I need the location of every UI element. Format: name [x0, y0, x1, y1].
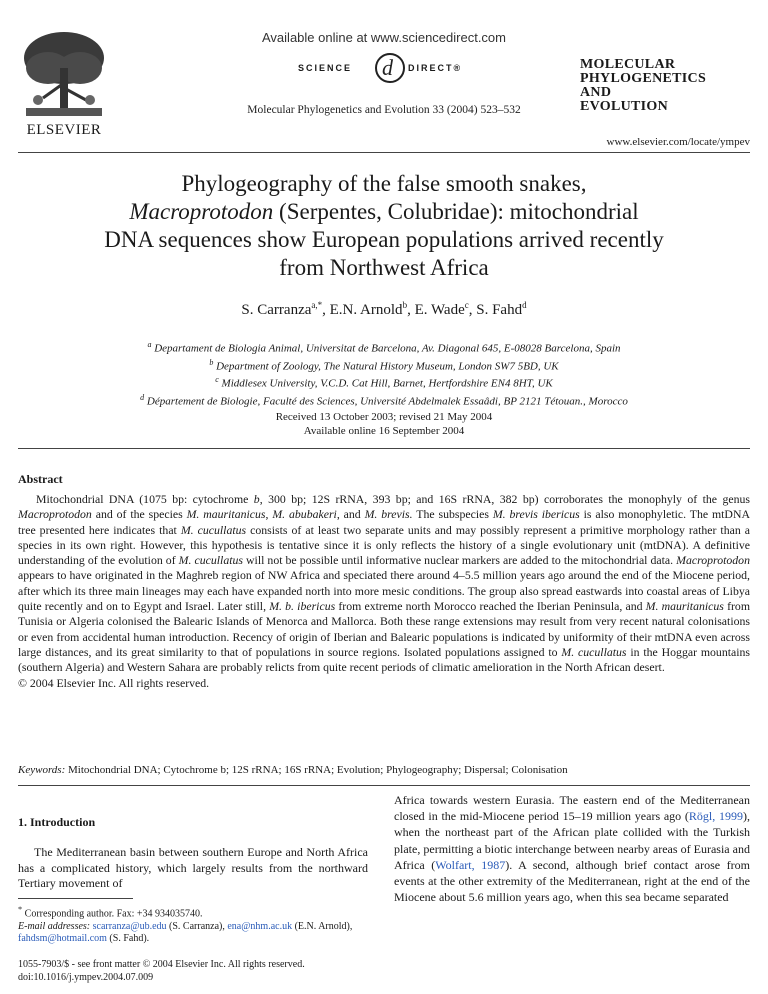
title-line: DNA sequences show European populations arrived recently: [104, 227, 664, 252]
affiliation: $^a$ Departament de Biologia Animal, Universitat de Barcelona, Av. Diagonal 645, E-08028 Barcelona, Spain: [147, 340, 621, 355]
article-title: [60, 170, 708, 282]
author-affiliation-mark[interactable]: d: [522, 300, 527, 310]
title-line: from Northwest Africa: [279, 255, 489, 280]
keywords-label: Keywords:: [18, 764, 66, 776]
title-genus: Macroprotodon: [129, 199, 274, 224]
author-name: , E. Wade: [407, 302, 465, 318]
affiliations: [40, 338, 728, 409]
article-dates: [0, 410, 768, 438]
author-affiliation-mark[interactable]: b: [402, 300, 408, 310]
journal-name: [580, 58, 750, 114]
author-name: , E.N. Arnold: [322, 302, 403, 318]
header-divider: [18, 152, 750, 153]
author-list: [0, 300, 768, 319]
affiliation: $^b$ Department of Zoology, The Natural History Museum, London SW7 5BD, UK: [209, 357, 559, 373]
author-name: , S. Fahd: [468, 302, 523, 318]
doi: doi:10.1016/j.ympev.2004.07.009: [18, 972, 154, 983]
journal-name-line: MOLECULAR: [580, 57, 676, 72]
journal-citation: Molecular Phylogenetics and Evolution 33 (2004) 523–532: [247, 104, 521, 116]
received-date: Received 13 October 2003; revised 21 May 2004: [275, 411, 493, 423]
author-name: S. Carranza: [241, 302, 312, 318]
journal-name-line: EVOLUTION: [580, 99, 668, 114]
email-link[interactable]: ena@nhm.ac.uk: [227, 920, 293, 932]
citation-link[interactable]: Wolfart, 1987: [435, 857, 506, 872]
abstract-copyright: © 2004 Elsevier Inc. All rights reserved.: [18, 675, 210, 690]
sciencedirect-right-word: DIRECT®: [408, 63, 463, 73]
author-affiliation-mark[interactable]: c: [464, 300, 469, 310]
svg-text:d: d: [382, 55, 393, 80]
affiliation: $^d$ Département de Biologie, Faculté des Sciences, Université Abdelmalek Essaâdi, BP 2121 Tétouan., Morocco: [140, 392, 628, 408]
title-text: (Serpentes, Colubridae): mitochondrial: [273, 199, 639, 224]
intro-paragraph-left: The Mediterranean basin between southern Europe and North Africa has a complicated history, which largely results from the northward Tertiary movement of: [18, 845, 368, 891]
abstract-text: Mitochondrial DNA (1075 bp: cytochrome b, 300 bp; 12S rRNA, 393 bp; and 16S rRNA, 382 bp) corroborates the monophyly of the genus Macroprotodon and of the species M. mauritanicus, M. abubakeri, and M. brevis. The subspecies M. brevis ibericus is also monophyletic. The mtDNA tree presented here indicates that M. cucullatus consists of at least two separate units and may possibly represent a primitive morphology rather than a species in its own right. However, this hypothesis is tentative since it is only reflects the history of a single evolutionary unit (mtDNA). A definitive understanding of the evolution of M. cucullatus will not be possible until informative nuclear markers are added to the mitochondrial data. Macroprotodon appears to have originated in the Maghreb region of NW Africa and speciated there around 4–5.5 million years ago around the end of the Miocene period, after which its three main lineages may each have expanded north into more mesic conditions. The group also spread eastwards into coastal areas of Libya quite recently and on to Egypt and Israel. Later still, M. b. ibericus from extreme north Morocco reached the Iberian Peninsula, and M. mauritanicus from Tunisia or Algeria colonised the Balearic Islands of Menorca and Mallorca. Both these range extensions may result from very recent natural colonisations or even from accidental human introduction. Recency of origin of Iberian and Balearic populations is indicated by uniformity of their mtDNA even across large distances, and its great similarity to that of populations in source regions. Isolated populations assigned to M. cucullatus in the Hoggar mountains (southern Algeria) and Western Sahara are probably relicts from quite recent periods of climatic amelioration in the North African desert. © 2004 Elsevier Inc. All rights reserved.: [18, 492, 750, 690]
author-affiliation-mark[interactable]: a,*: [311, 300, 323, 310]
corresponding-author-footnote: * Corresponding author. Fax: +34 934035740. E-mail addresses: scarranza@ub.edu (S. Carranza), ena@nhm.ac.uk (E.N. Arnold), fahdsm@hotmail.com (S. Fahd).: [18, 905, 353, 945]
keywords: [18, 764, 750, 776]
copyright-line: 1055-7903/$ - see front matter © 2004 Elsevier Inc. All rights reserved.: [18, 959, 305, 970]
footnote-divider: [18, 898, 133, 899]
journal-name-line: PHYLOGENETICS: [580, 71, 707, 86]
front-matter-copyright: [18, 958, 373, 984]
available-online-text: Available online at www.sciencedirect.com: [262, 30, 506, 45]
keywords-divider: [18, 785, 750, 786]
title-line: Phylogeography of the false smooth snakes,: [181, 171, 587, 196]
email-link[interactable]: scarranza@ub.edu: [92, 920, 167, 932]
affiliation: $^c$ Middlesex University, V.C.D. Cat Hill, Barnet, Hertfordshire EN4 8HT, UK: [215, 375, 553, 390]
email-link[interactable]: fahdsm@hotmail.com: [18, 933, 107, 945]
abstract-divider-top: [18, 448, 750, 449]
journal-name-line: AND: [580, 85, 612, 100]
sciencedirect-left-word: SCIENCE: [298, 63, 353, 73]
publisher-name: ELSEVIER: [26, 122, 102, 138]
citation-link[interactable]: Rögl, 1999: [688, 809, 743, 824]
intro-paragraph-right: Africa towards western Eurasia. The eastern end of the Mediterranean closed in the mid-Miocene period 15–19 million years ago (Rögl, 1999), when the northeast part of the African plate collided with the Turkish plate, permitting a biotic interchange between nearby areas of Eurasia and Africa (Wolfart, 1987). A second, although brief contact arose from events at the other extremity of the Mediterranean, right at the end of the Miocene about 5.6 million years ago, when this sea became separated: [394, 793, 750, 905]
journal-url-link[interactable]: www.elsevier.com/locate/ympev: [606, 136, 750, 148]
keywords-list: Mitochondrial DNA; Cytochrome b; 12S rRNA; 16S rRNA; Evolution; Phylogeography; Dispersal; Colonisation: [65, 764, 568, 776]
title-line: [60, 198, 708, 226]
section-heading-introduction: 1. Introduction: [18, 815, 96, 829]
abstract-heading: Abstract: [18, 472, 63, 486]
online-date: Available online 16 September 2004: [303, 425, 465, 437]
